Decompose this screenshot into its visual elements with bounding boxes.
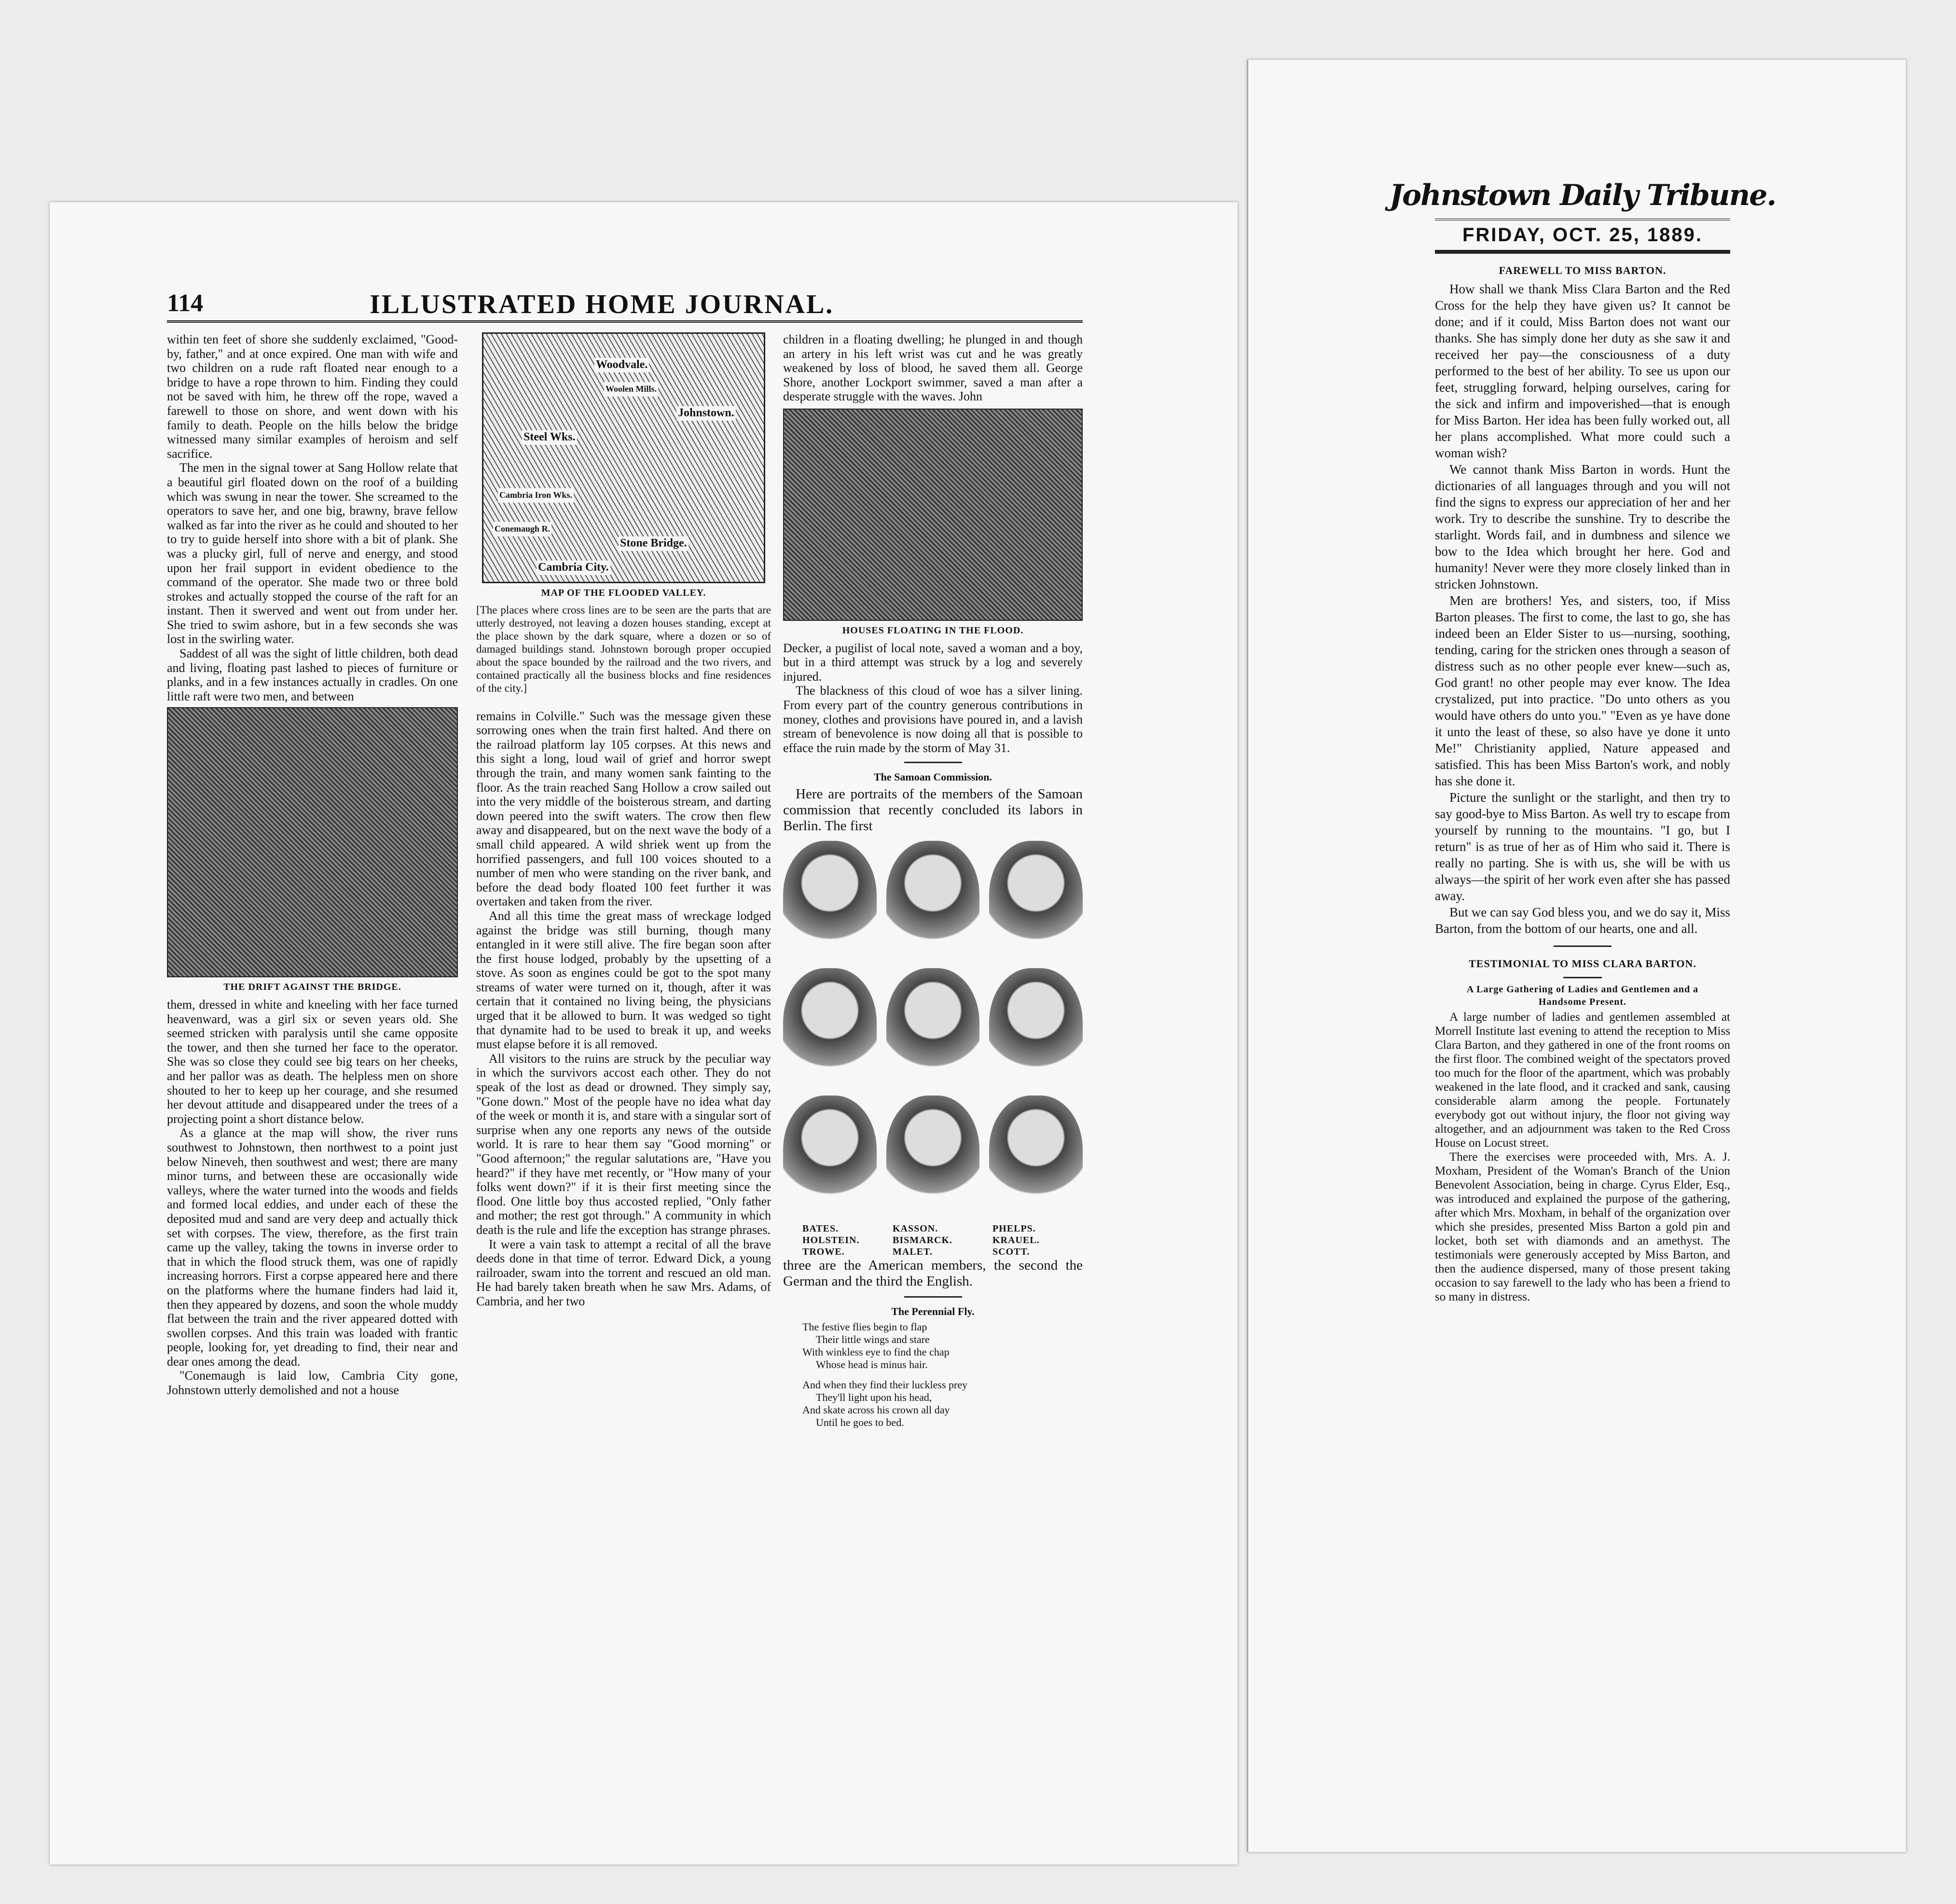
divider	[1554, 945, 1612, 947]
column-1	[167, 332, 458, 1397]
poem-line: Their little wings and stare	[816, 1333, 930, 1345]
page-number: 114	[167, 289, 204, 317]
map-label: Cambria Iron Wks.	[498, 488, 574, 503]
paragraph: Saddest of all was the sight of little children, both dead and living, floating past lashed to pieces of furniture or planks, and in a few instances actually in cradles. On one little raft were two men, and between	[167, 646, 458, 703]
paragraph: The blackness of this cloud of woe has a silver lining. From every part of the country generous contributions in money, clothes and provisions have poured in, and a lavish stream of benevolence is now doing all that is possible to efface the ruin made by the storm of May 31.	[783, 684, 1083, 755]
illustrated-home-journal-page	[50, 202, 1238, 1864]
map-label: Cambria City.	[537, 561, 610, 575]
map-note: [The places where cross lines are to be seen are the parts that are utterly destroyed, not leaving a dozen houses standing, except at the place shown by the dark square, where a dozen or so of damaged buildings stand. Johnstown borough proper occupied about the space bounded by the railroad and the two rivers, and contained practically all the business blocks and fine residences of the city.]	[476, 603, 771, 694]
paragraph: remains in Colville." Such was the message given these sorrowing ones when the train first halted. And there on the railroad platform lay 105 corpses. At this news and this sight a long, loud wail of grief and horror swept through the train, and many women sank fainting to the floor. As the train reached Sang Hollow a crow sailed out into the very middle of the boisterous stream, and darting down peered into the swift waters. The crow then flew away and disappeared, but on the next wave the body of a small child appeared. A wild shriek went up from the horrified passengers, and full 100 voices shouted to a number of men who were standing on the river bank, and before the dead body floated 100 feet further it was overtaken and taken from the river.	[476, 709, 771, 909]
portrait-name: PHELPS.	[992, 1223, 1036, 1234]
map-label: Stone Bridge.	[619, 536, 689, 551]
paragraph: A large number of ladies and gentlemen assembled at Morrell Institute last evening to attend the reception to Miss Clara Barton, and they gathered in one of the front rooms on the first floor. The combined weight of the spectators proved too much for the floor of the apartment, which was probably weakened in the late flood, and it cracked and sank, causing considerable alarm among the people. Fortunately everybody got out without injury, the floor not giving way altogether, and an adjournment was taken to the Red Cross House on Locust street.	[1435, 1011, 1730, 1150]
johnstown-daily-tribune-clipping	[1247, 60, 1906, 1852]
flood-map	[482, 332, 765, 583]
portrait-name: KASSON.	[893, 1223, 938, 1234]
portrait-name: TROWE.	[802, 1246, 845, 1257]
portrait-names	[783, 1223, 1083, 1258]
portrait	[989, 1096, 1083, 1216]
drift-caption: THE DRIFT AGAINST THE BRIDGE.	[223, 982, 401, 993]
paragraph: children in a floating dwelling; he plunged in and though an artery in his left wrist was cut and he was greatly weakened by loss of blood, he saved them all. George Shore, another Lockport swimmer, saved a man after a desperate struggle with the waves. John	[783, 332, 1083, 404]
article-title: FAREWELL TO MISS BARTON.	[1499, 264, 1667, 276]
paragraph: three are the American members, the second the German and the third the English.	[783, 1257, 1083, 1289]
portrait	[886, 1096, 980, 1216]
poem-line: The festive flies begin to flap	[802, 1320, 927, 1333]
map-label: Conemaugh R.	[493, 522, 551, 536]
portrait	[886, 968, 980, 1089]
paragraph: Men are brothers! Yes, and sisters, too, if Miss Barton pleases. The first to come, the last to go, she has indeed been an Elder Sister to us—nursing, soothing, tending, caring for the stricken ones through a season of distress such as no other people ever knew—such as, God grant! no other people may ever know. The Idea crystalized, put into practice. "Do unto others as you would have others do unto you." "Even as ye have done it unto the least of these, so also have ye done it unto Me!" Christianity applied, Nature appeased and satisfied. This has been Miss Barton's work, and nobly has she done it.	[1435, 593, 1730, 788]
poem	[802, 1321, 1083, 1429]
portrait-name: MALET.	[893, 1246, 933, 1257]
paragraph: "Conemaugh is laid low, Cambria City gone, Johnstown utterly demolished and not a house	[167, 1369, 458, 1397]
newspaper-name: Johnstown Daily Tribune.	[1389, 178, 1776, 212]
paragraph: Here are portraits of the members of the Samoan commission that recently concluded its labors in Berlin. The first	[783, 786, 1083, 834]
portrait	[783, 968, 877, 1089]
poem-line: Whose head is minus hair.	[816, 1358, 928, 1370]
paragraph: As a glance at the map will show, the river runs southwest to Johnstown, then northwest to a point just below Nineveh, then southwest and west; there are many minor turns, and between these are occasionally wide valleys, where the water turned into the woods and fields and formed local eddies, and under each of these the deposited mud and sand are very deep and actually thick set with corpses. The view, therefore, as the first train came up the valley, taking the towns in inverse order to that in which the flood struck them, was one of rapidly increasing horrors. First a corpse appeared here and there on the platforms where the humane finders had laid it, then they appeared by dozens, and soon the whole muddy flat between the train and the river appeared dotted with swollen corpses. And this train was loaded with frantic people, looking for, yet dreading to find, their near and dear ones among the dead.	[167, 1126, 458, 1369]
paragraph: them, dressed in white and kneeling with her face turned heavenward, was a girl six or seven years old. She seemed stricken with paralysis until she came opposite the tower, and then she turned her face to the operator. She was so close they could see big tears on her cheeks, and her pallor was as death. The helpless men on shore shouted to her to keep up her courage, and she resumed her devout attitude and disappeared under the trees of a projecting point a short distance below.	[167, 998, 458, 1126]
portrait-name: BISMARCK.	[893, 1234, 953, 1246]
issue-date: FRIDAY, OCT. 25, 1889.	[1435, 219, 1730, 254]
map-label: Steel Wks.	[522, 430, 577, 445]
map-label: Johnstown.	[676, 406, 736, 421]
portrait-grid	[783, 841, 1083, 1216]
paragraph: But we can say God bless you, and we do say it, Miss Barton, from the bottom of our hearts, one and all.	[1435, 905, 1730, 936]
poem-title: The Perennial Fly.	[891, 1305, 975, 1317]
masthead	[1336, 178, 1829, 254]
portrait-name: HOLSTEIN.	[802, 1234, 860, 1246]
paragraph: Decker, a pugilist of local note, saved a woman and a boy, but in a third attempt was struck by a log and severely injured.	[783, 641, 1083, 684]
paragraph: The men in the signal tower at Sang Hollow relate that a beautiful girl floated down on the roof of a building which was swung in near the tower. She screamed to the operators to save her, and one big, brawny, brave fellow walked as far into the river as he could and shouted to her to try to guide herself into shore with a bit of plank. She was a plucky girl, full of nerve and energy, and stood upon her frail support in evident obedience to the command of the operator. She made two or three bold strokes and actually stopped the course of the raft for an instant. Then it swerved and went out from under her. She tried to swim ashore, but in a few seconds she was lost in the swirling water.	[167, 461, 458, 646]
poem-line: Until he goes to bed.	[816, 1416, 904, 1428]
poem-line: And skate across his crown all day	[802, 1403, 950, 1416]
portrait	[783, 841, 877, 961]
paragraph: And all this time the great mass of wreckage lodged against the bridge was still burning, though many entangled in it were still alive. The fire began soon after the first house lodged, probably by the upsetting of a stove. As soon as engines could be got to the spot many streams of water were turned on it, though, after it was certain that it contained no living being, the physicians urged that it be allowed to burn. It was wedged so tight that dynamite had to be used to break it up, and weeks must elapse before it is all removed.	[476, 908, 771, 1052]
portrait	[989, 968, 1083, 1089]
samoan-heading: The Samoan Commission.	[873, 771, 992, 783]
paragraph: There the exercises were proceeded with, Mrs. A. J. Moxham, President of the Woman's Branch of the Union Benevolent Association, being in charge. Cyrus Elder, Esq., was introduced and explained the purpose of the gathering, after which Mrs. Moxham, in behalf of the organization over which she presides, presented Miss Barton a gold pin and locket, both set with diamonds and an amethyst. The testimonials were generously accepted by Miss Barton, and then the audience dispersed, many of those present taking occasion to say farewell to the lady who has been a friend to so many in distress.	[1435, 1151, 1730, 1303]
poem-line: They'll light upon his head,	[816, 1391, 932, 1403]
portrait	[783, 1096, 877, 1216]
paragraph: within ten feet of shore she suddenly exclaimed, "Good-by, father," and at once expired. One man with wife and two children on a rude raft floated near enough to a bridge to have a rope thrown to him. Finding they could not be saved with him, he threw off the rope, waved a farewell to those on shore, and went down with his family to death. People on the hills below the bridge witnessed many similar examples of heroism and self sacrifice.	[167, 332, 458, 461]
poem-line: With winkless eye to find the chap	[802, 1345, 950, 1358]
map-label: Woolen Mills.	[604, 382, 658, 397]
column-2	[476, 332, 771, 1309]
drift-illustration	[167, 707, 458, 977]
portrait-name: SCOTT.	[992, 1246, 1030, 1257]
column-3	[783, 332, 1083, 1429]
portrait-name: KRAUEL.	[992, 1234, 1040, 1246]
map-label: Woodvale.	[594, 358, 649, 372]
journal-title: ILLUSTRATED HOME JOURNAL.	[370, 289, 834, 319]
divider	[904, 762, 962, 763]
portrait	[989, 841, 1083, 961]
article-subtitle: A Large Gathering of Ladies and Gentlemen and a Handsome Present.	[1466, 984, 1699, 1007]
paragraph: Picture the sunlight or the starlight, and then try to say good-bye to Miss Barton. As well try to escape from yourself by running to the mountains. "I go, but I return" is as true of her as of Him who said it. There is really no parting. She is with us, she will be with us always—the spirit of her work even after she has passed away.	[1435, 790, 1730, 903]
paragraph: All visitors to the ruins are struck by the peculiar way in which the survivors accost each other. They do not speak of the lost as dead or drowned. They simply say, "Gone down." Most of the people have no idea what day of the week or month it is, and stare with a singular sort of surprise when any one reports any news of the outside world. It is rare to hear them say "Good morning" or "Good afternoon;" the regular salutations are, "Have you heard?" if they have met recently, or "How many of your folks went down?" if it is their first meeting since the flood. One little boy thus accosted replied, "Only father and mother; the rest got through." A community in which death is the rule and life the exception has strange phrases.	[476, 1051, 771, 1237]
paragraph: How shall we thank Miss Clara Barton and the Red Cross for the help they have given us? It cannot be done; and if it could, Miss Barton does not want our thanks. She has simply done her duty as she saw it and received her pay—the consciousness of a duty performed to the best of her ability. To see us upon our feet, struggling forward, helping ourselves, caring for the sick and infirm and impoverished—that is enough for Miss Barton. Her idea has been fully worked out, all her plans accomplished. What more could such a woman wish?	[1435, 282, 1730, 460]
page-header	[167, 289, 1083, 323]
poem-line: And when they find their luckless prey	[802, 1378, 968, 1391]
paragraph: We cannot thank Miss Barton in words. Hunt the dictionaries of all languages through and you will not find the signs to express our appreciation of her and her work. Try to describe the sunshine. Try to describe the starlight. Words fail, and in dumbness and silence we bow to the Idea which brought her here. God and humanity! Never were they more closely linked than in stricken Johnstown.	[1435, 462, 1730, 591]
divider	[904, 1296, 962, 1298]
portrait	[886, 841, 980, 961]
houses-illustration	[783, 409, 1083, 621]
divider	[1563, 977, 1602, 978]
map-caption: MAP OF THE FLOODED VALLEY.	[541, 588, 706, 598]
clipping-content	[1336, 178, 1829, 1304]
article-column	[1435, 262, 1730, 1304]
portrait-name: BATES.	[802, 1223, 839, 1234]
paragraph: It were a vain task to attempt a recital of all the brave deeds done in that time of terror. Edward Dick, a young railroader, swam into the torrent and rescued an old man. He had barely taken breath when he saw Mrs. Adams, of Cambria, and her two	[476, 1237, 771, 1308]
houses-caption: HOUSES FLOATING IN THE FLOOD.	[842, 625, 1024, 636]
article-title: TESTIMONIAL TO MISS CLARA BARTON.	[1469, 958, 1696, 970]
